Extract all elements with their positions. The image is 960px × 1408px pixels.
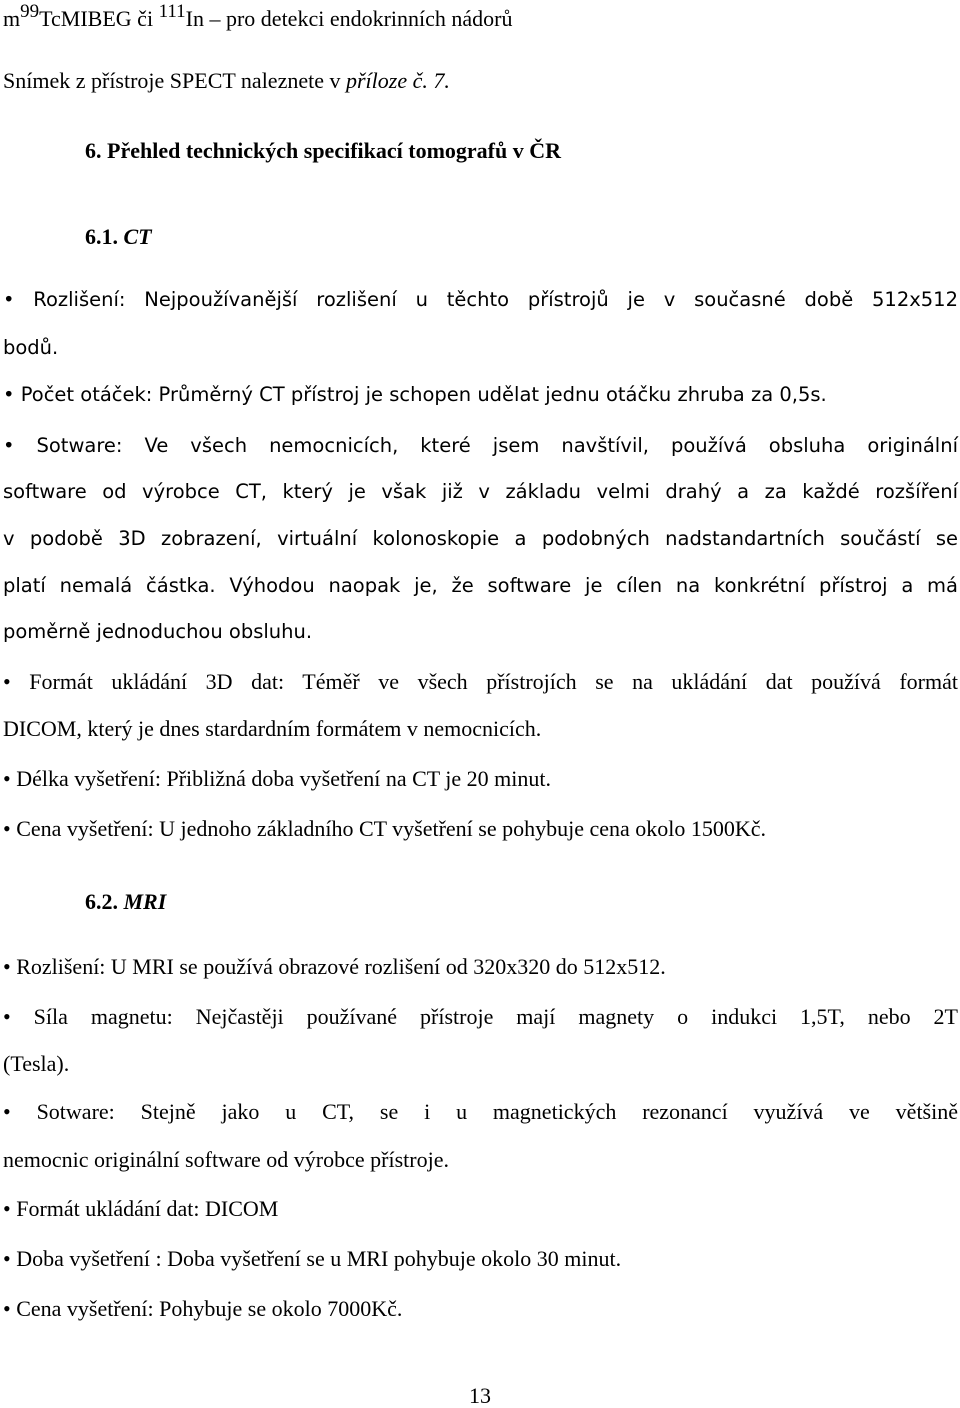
superscript-99: 99 — [20, 1, 40, 22]
tcmibeg-text: TcMIBEG či — [39, 6, 159, 31]
mri-software-line-2: nemocnic originální software od výrobce přístroje. — [3, 1147, 449, 1172]
subsection-ct-heading — [85, 226, 958, 248]
page-number: 13 — [469, 1383, 491, 1408]
ct-price-line: • Cena vyšetření: U jednoho základního CT vyšetření se pohybuje cena okolo 1500Kč. — [3, 816, 767, 841]
ct-software-line-1: • Sotware: Ve všech nemocnicích, které jsem navštívil, používá obsluha originální — [3, 434, 958, 457]
subsection-mri-heading — [85, 891, 958, 913]
mri-resolution-line: • Rozlišení: U MRI se používá obrazové rozlišení od 320x320 do 512x512. — [3, 954, 666, 979]
ct-format-line-2: DICOM, který je dnes stardardním formátem v nemocnicích. — [3, 716, 542, 741]
ct-software-line-2: software od výrobce CT, který je však již v základu velmi drahý a za každé rozšíření — [3, 480, 958, 503]
ct-software-line-3: v podobě 3D zobrazení, virtuální kolonoskopie a podobných nadstandartních součástí se — [3, 527, 958, 550]
spect-line — [3, 70, 958, 92]
mri-software-line-1: • Sotware: Stejně jako u CT, se i u magnetických rezonancí využívá ve většině — [3, 1099, 958, 1124]
ct-rotations-line: • Počet otáček: Průměrný CT přístroj je schopen udělat jednu otáčku zhruba za 0,5s. — [3, 383, 827, 406]
ct-format-line-1: • Formát ukládání 3D dat: Téměř ve všech přístrojích se na ukládání dat používá formát — [3, 669, 958, 694]
mri-price-line: • Cena vyšetření: Pohybuje se okolo 7000Kč. — [3, 1296, 403, 1321]
ct-resolution-line-1: • Rozlišení: Nejpoužívanější rozlišení u těchto přístrojů je v současné době 512x512 — [3, 288, 958, 311]
in-detection-text: In – pro detekci endokrinních nádorů — [185, 6, 513, 31]
subsection-ct-number: 6.1. — [85, 224, 124, 249]
section-heading: 6. Přehled technických specifikací tomografů v ČR — [85, 138, 561, 163]
subsection-ct-title: CT — [123, 224, 152, 249]
mri-magnet-line-2: (Tesla). — [3, 1051, 70, 1076]
appendix-reference: příloze č. 7. — [345, 68, 450, 93]
subsection-mri-number: 6.2. — [85, 889, 124, 914]
subsection-mri-title: MRI — [123, 889, 167, 914]
mri-magnet-line-1: • Síla magnetu: Nejčastěji používané přístroje mají magnety o indukci 1,5T, nebo 2T — [3, 1004, 958, 1029]
ct-resolution-line-2: bodů. — [3, 336, 59, 359]
mri-duration-line: • Doba vyšetření : Doba vyšetření se u MRI pohybuje okolo 30 minut. — [3, 1246, 622, 1271]
ct-software-line-5: poměrně jednoduchou obsluhu. — [3, 620, 313, 643]
mri-format-line: • Formát ukládání dat: DICOM — [3, 1196, 279, 1221]
header-line — [3, 1, 958, 31]
spect-prefix: Snímek z přístroje SPECT naleznete v — [3, 68, 346, 93]
superscript-111: 111 — [158, 1, 186, 22]
ct-duration-line: • Délka vyšetření: Přibližná doba vyšetření na CT je 20 minut. — [3, 766, 552, 791]
text-m: m — [3, 6, 21, 31]
ct-software-line-4: platí nemalá částka. Výhodou naopak je, že software je cílen na konkrétní přístroj a má — [3, 574, 958, 597]
